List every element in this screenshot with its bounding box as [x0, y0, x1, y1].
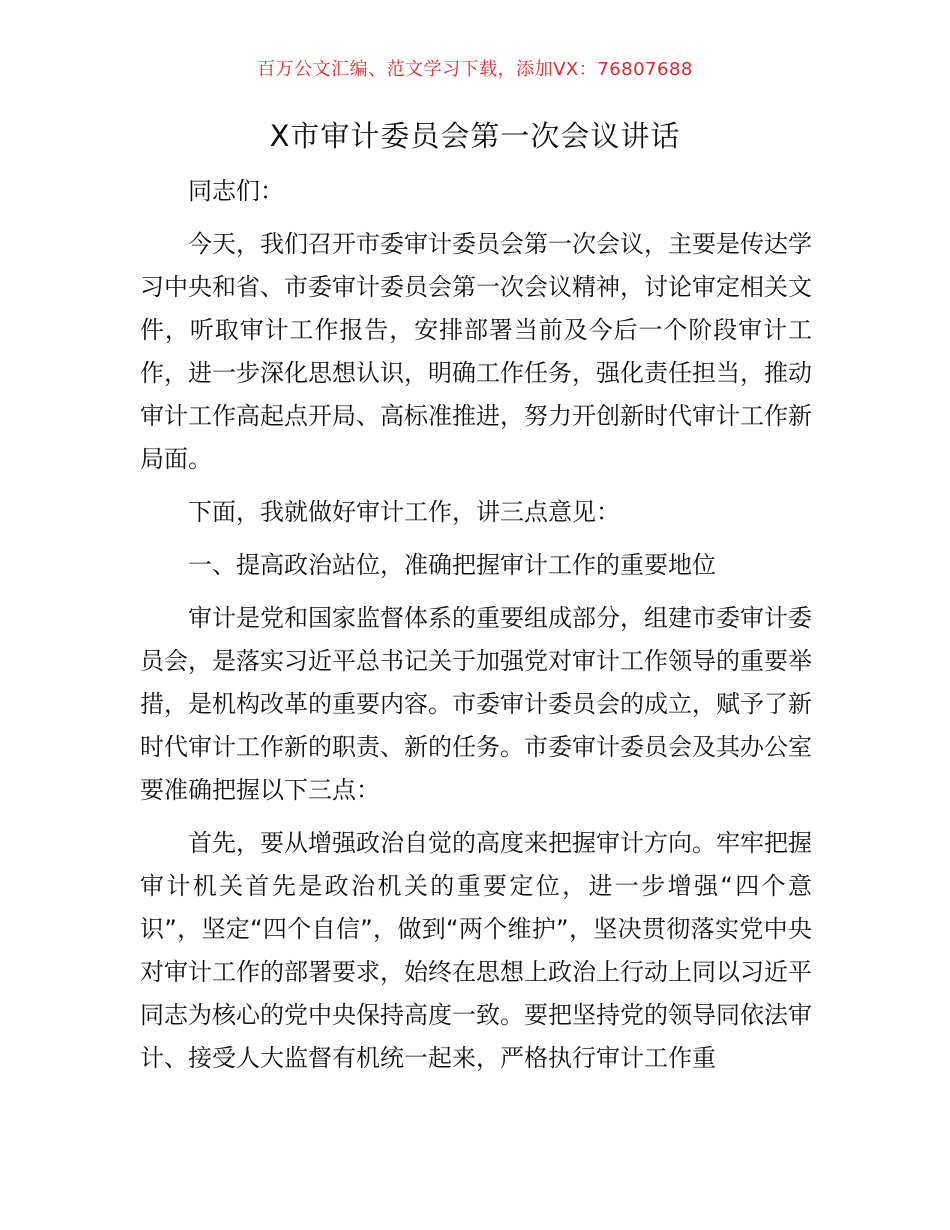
document-title: X市审计委员会第一次会议讲话 [269, 119, 681, 153]
transition-paragraph: 下面，我就做好审计工作，讲三点意见： [188, 498, 620, 526]
intro-paragraph: 今天，我们召开市委审计委员会第一次会议，主要是传达学习中央和省、市委审计委员会第一次会议精神，讨论审定相关文件，听取审计工作报告，安排部署当前及今后一个阶段审计工作，进一步深化思想认识，明确工作任务，强化责任担当，推动审计工作高起点开局、高标准推进，努力开创新时代审计工作新局面。 [140, 230, 812, 473]
section-heading-1: 一、提高政治站位，准确把握审计工作的重要地位 [188, 551, 716, 579]
header-watermark-note: 百万公文汇编、范文学习下载，添加VX：76807688 [257, 59, 693, 80]
section-1-paragraph-1: 审计是党和国家监督体系的重要组成部分，组建市委审计委员会，是落实习近平总书记关于加强党对审计工作领导的重要举措，是机构改革的重要内容。市委审计委员会的成立，赋予了新时代审计工作新的职责、新的任务。市委审计委员会及其办公室要准确把握以下三点： [140, 604, 812, 804]
document-body [140, 170, 812, 1090]
section-1-paragraph-2: 首先，要从增强政治自觉的高度来把握审计方向。牢牢把握审计机关首先是政治机关的重要定位，进一步增强“四个意识”，坚定“四个自信”，做到“两个维护”，坚决贯彻落实党中央对审计工作的部署要求，始终在思想上政治上行动上同以习近平同志为核心的党中央保持高度一致。要把坚持党的领导同依法审计、接受人大监督有机统一起来，严格执行审计工作重 [140, 829, 812, 1072]
salutation: 同志们： [188, 177, 284, 205]
